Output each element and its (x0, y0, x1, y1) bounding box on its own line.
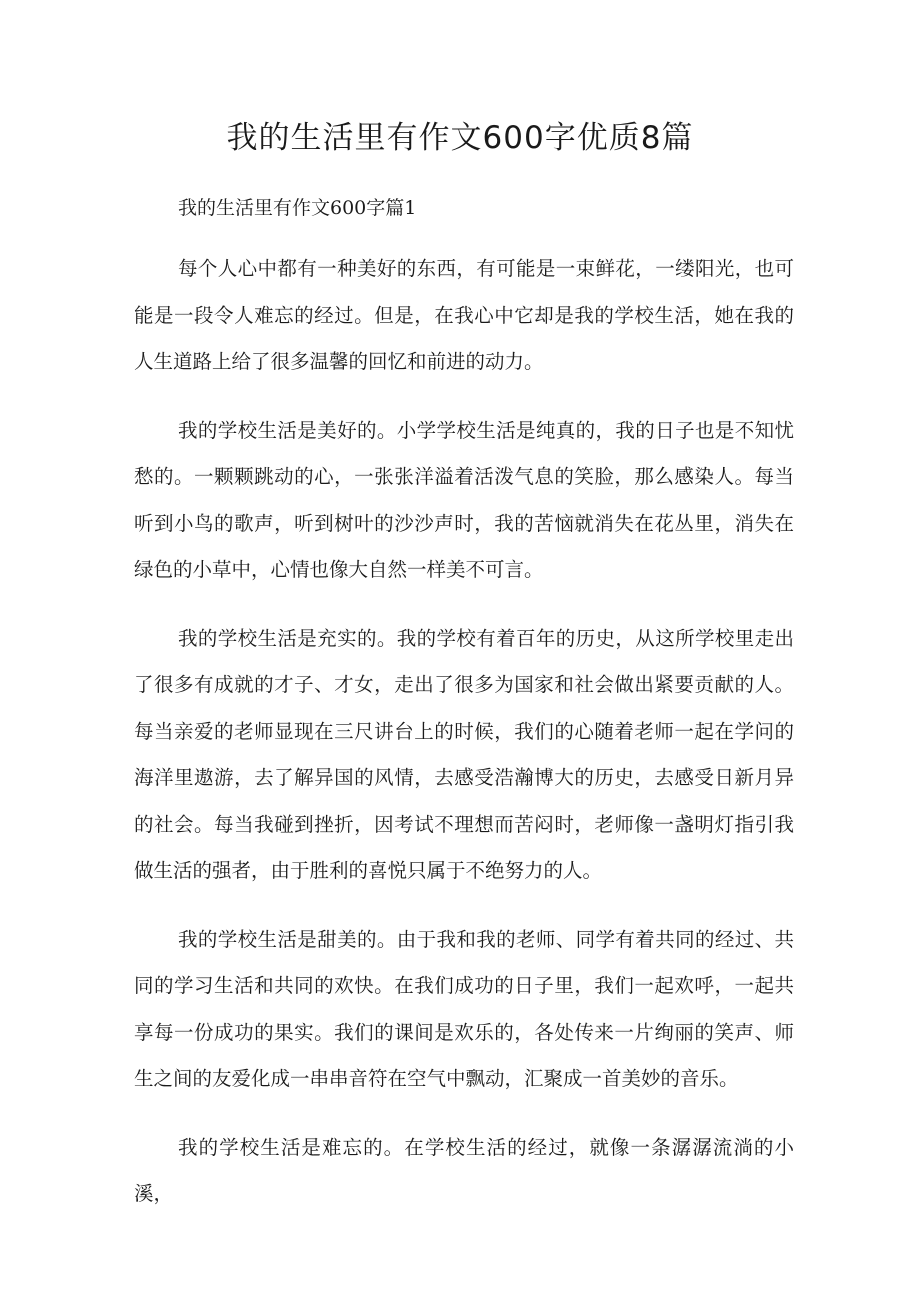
document-body (134, 246, 794, 1240)
document-title: 我的生活里有作文600字优质8篇 (226, 120, 694, 156)
paragraph-2: 我的学校生活是美好的。小学学校生活是纯真的，我的日子也是不知忧愁的。一颗颗跳动的心，一张张洋溢着活泼气息的笑脸，那么感染人。每当听到小鸟的歌声，听到树叶的沙沙声时，我的苦恼就消失在花丛里，消失在绿色的小草中，心情也像大自然一样美不可言。 (134, 418, 794, 581)
document-subtitle: 我的生活里有作文600字篇1 (178, 197, 417, 219)
paragraph-1: 每个人心中都有一种美好的东西，有可能是一束鲜花，一缕阳光，也可能是一段令人难忘的经过。但是，在我心中它却是我的学校生活，她在我的人生道路上给了很多温馨的回忆和前进的动力。 (134, 257, 794, 373)
paragraph-5: 我的学校生活是难忘的。在学校生活的经过，就像一条潺潺流淌的小溪， (134, 1135, 794, 1205)
paragraph-3: 我的学校生活是充实的。我的学校有着百年的历史，从这所学校里走出了很多有成就的才子、才女，走出了很多为国家和社会做出紧要贡献的人。每当亲爱的老师显现在三尺讲台上的时候，我们的心随着老师一起在学问的海洋里遨游，去了解异国的风情，去感受浩瀚博大的历史，去感受日新月异的社会。每当我碰到挫折，因考试不理想而苦闷时，老师像一盏明灯指引我做生活的强者，由于胜利的喜悦只属于不绝努力的人。 (134, 626, 794, 882)
paragraph-4: 我的学校生活是甜美的。由于我和我的老师、同学有着共同的经过、共同的学习生活和共同的欢快。在我们成功的日子里，我们一起欢呼，一起共享每一份成功的果实。我们的课间是欢乐的，各处传来一片绚丽的笑声、师生之间的友爱化成一串串音符在空气中飘动，汇聚成一首美妙的音乐。 (134, 927, 794, 1090)
